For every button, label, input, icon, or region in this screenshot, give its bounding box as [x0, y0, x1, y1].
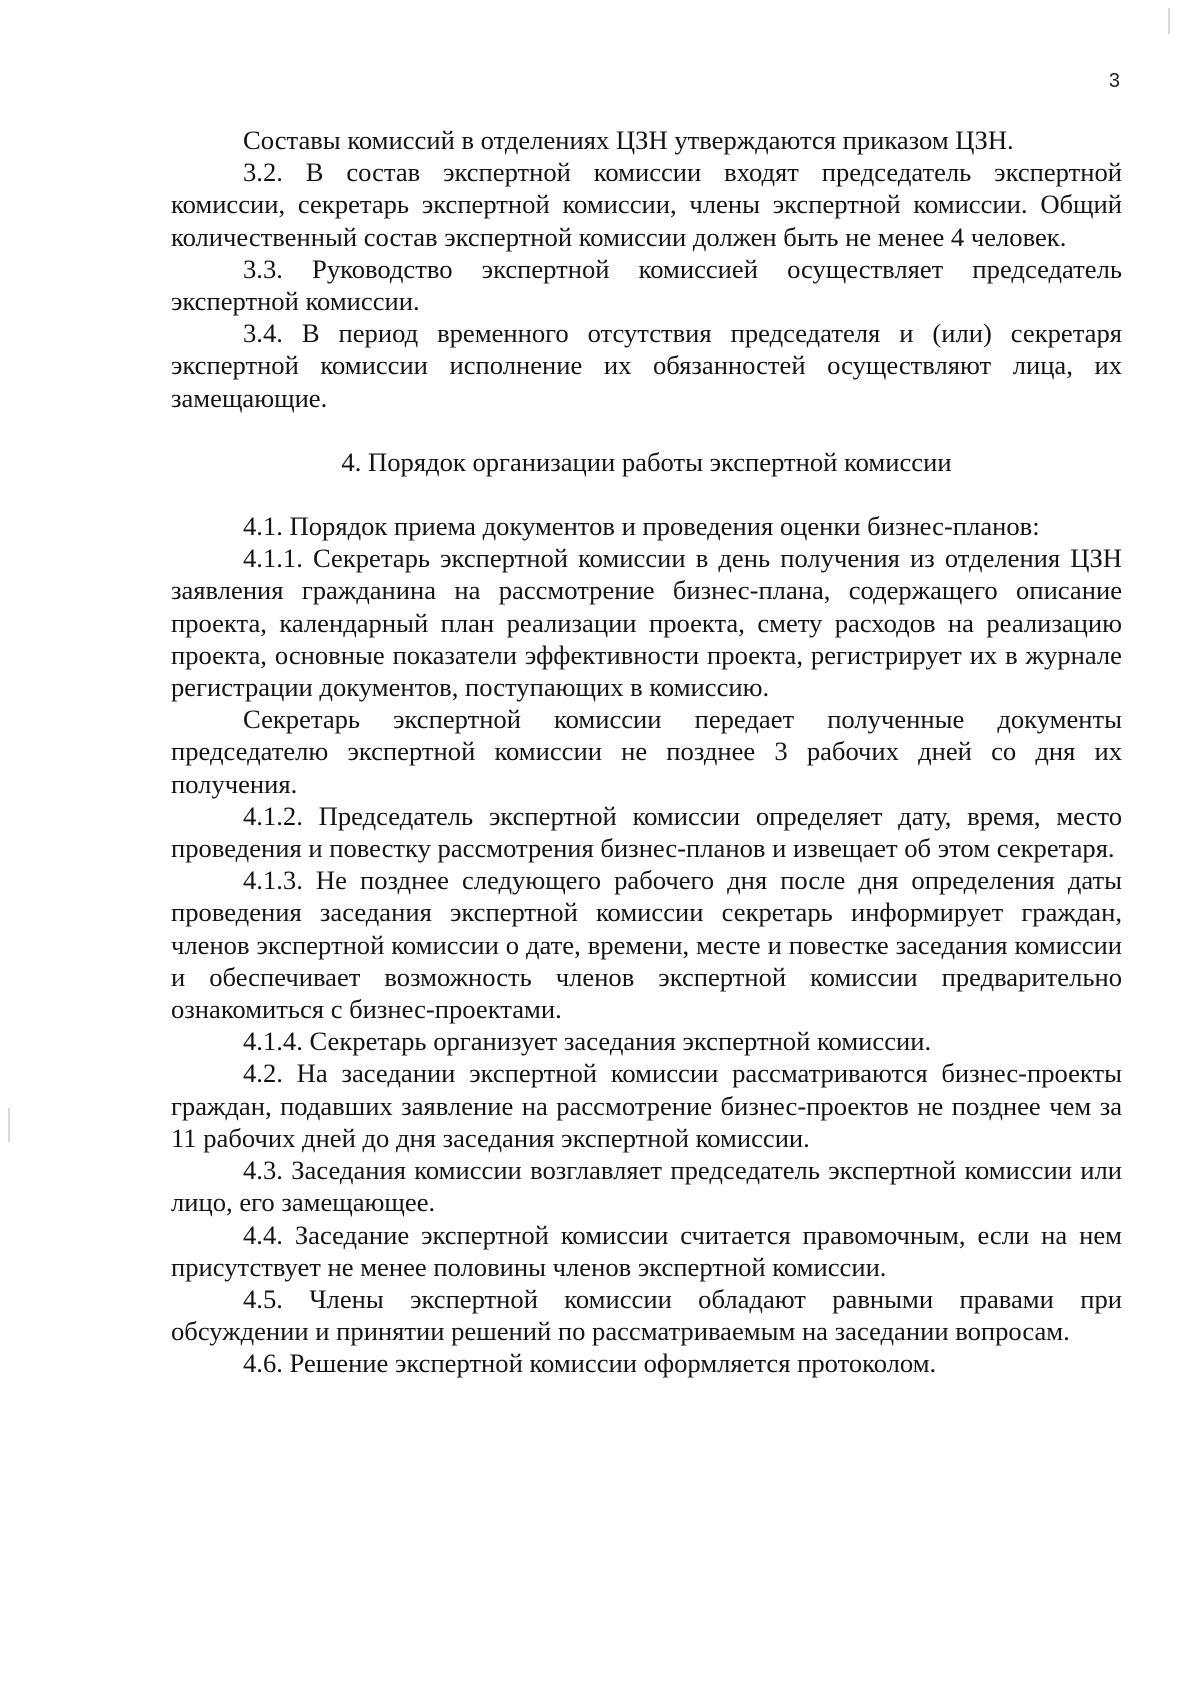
paragraph-4-1-3: 4.1.3. Не позднее следующего рабочего дня после дня определения даты проведения заседания экспертной комиссии секретарь информирует граждан, членов экспертной комиссии о дате, времени, месте и повестке заседания комиссии и обеспечивает возможность членов экспертной комиссии предварительно ознакомиться с бизнес-проектами. [171, 865, 1122, 1025]
paragraph-4-6: 4.6. Решение экспертной комиссии оформляется протоколом. [243, 1348, 937, 1379]
paragraph-4-3: 4.3. Заседания комиссии возглавляет председатель экспертной комиссии или лицо, его замещающее. [171, 1155, 1122, 1218]
page-number: 3 [1108, 70, 1120, 92]
section-heading: 4. Порядок организации работы экспертной комиссии [341, 446, 952, 477]
document-body [171, 124, 1122, 1380]
paragraph-4-1-1: 4.1.1. Секретарь экспертной комиссии в день получения из отделения ЦЗН заявления гражданина на рассмотрение бизнес-плана, содержащего описание проекта, календарный план реализации проекта, смету расходов на реализацию проекта, основные показатели эффективности проекта, регистрирует их в журнале регистрации документов, поступающих в комиссию. [171, 543, 1122, 703]
paragraph-4-5: 4.5. Члены экспертной комиссии обладают равными правами при обсуждении и принятии решений по рассматриваемым на заседании вопросам. [171, 1283, 1122, 1347]
paragraph-4-1-2: 4.1.2. Председатель экспертной комиссии определяет дату, время, место проведения и повестку рассмотрения бизнес-планов и извещает об этом секретаря. [171, 800, 1122, 864]
paragraph-3-3: 3.3. Руководство экспертной комиссией осуществляет председатель экспертной комиссии. [171, 253, 1122, 317]
paragraph-secretary-transfer: Секретарь экспертной комиссии передает полученные документы председателю экспертной комиссии не позднее 3 рабочих дней со дня их получения. [171, 704, 1122, 799]
paragraph-4-2: 4.2. На заседании экспертной комиссии рассматриваются бизнес-проекты граждан, подавших заявление на рассмотрение бизнес-проектов не позднее чем за 11 рабочих дней до дня заседания экспертной комиссии. [171, 1058, 1122, 1153]
paragraph-3-4: 3.4. В период временного отсутствия председателя и (или) секретаря экспертной комиссии исполнение их обязанностей осуществляют лица, их замещающие. [171, 318, 1122, 413]
paragraph-4-1-4: 4.1.4. Секретарь организует заседания экспертной комиссии. [243, 1026, 932, 1057]
scan-edge-mark [8, 1108, 10, 1142]
paragraph-4-1: 4.1. Порядок приема документов и проведения оценки бизнес-планов: [243, 511, 1040, 542]
scan-edge-mark [1168, 8, 1170, 34]
paragraph-3-2: 3.2. В состав экспертной комиссии входят председатель экспертной комиссии, секретарь экспертной комиссии, члены экспертной комиссии. Общий количественный состав экспертной комиссии должен быть не менее 4 человек. [171, 157, 1122, 252]
paragraph-commission-composition: Составы комиссий в отделениях ЦЗН утверждаются приказом ЦЗН. [243, 125, 1014, 155]
paragraph-4-4: 4.4. Заседание экспертной комиссии считается правомочным, если на нем присутствует не менее половины членов экспертной комиссии. [171, 1219, 1122, 1282]
